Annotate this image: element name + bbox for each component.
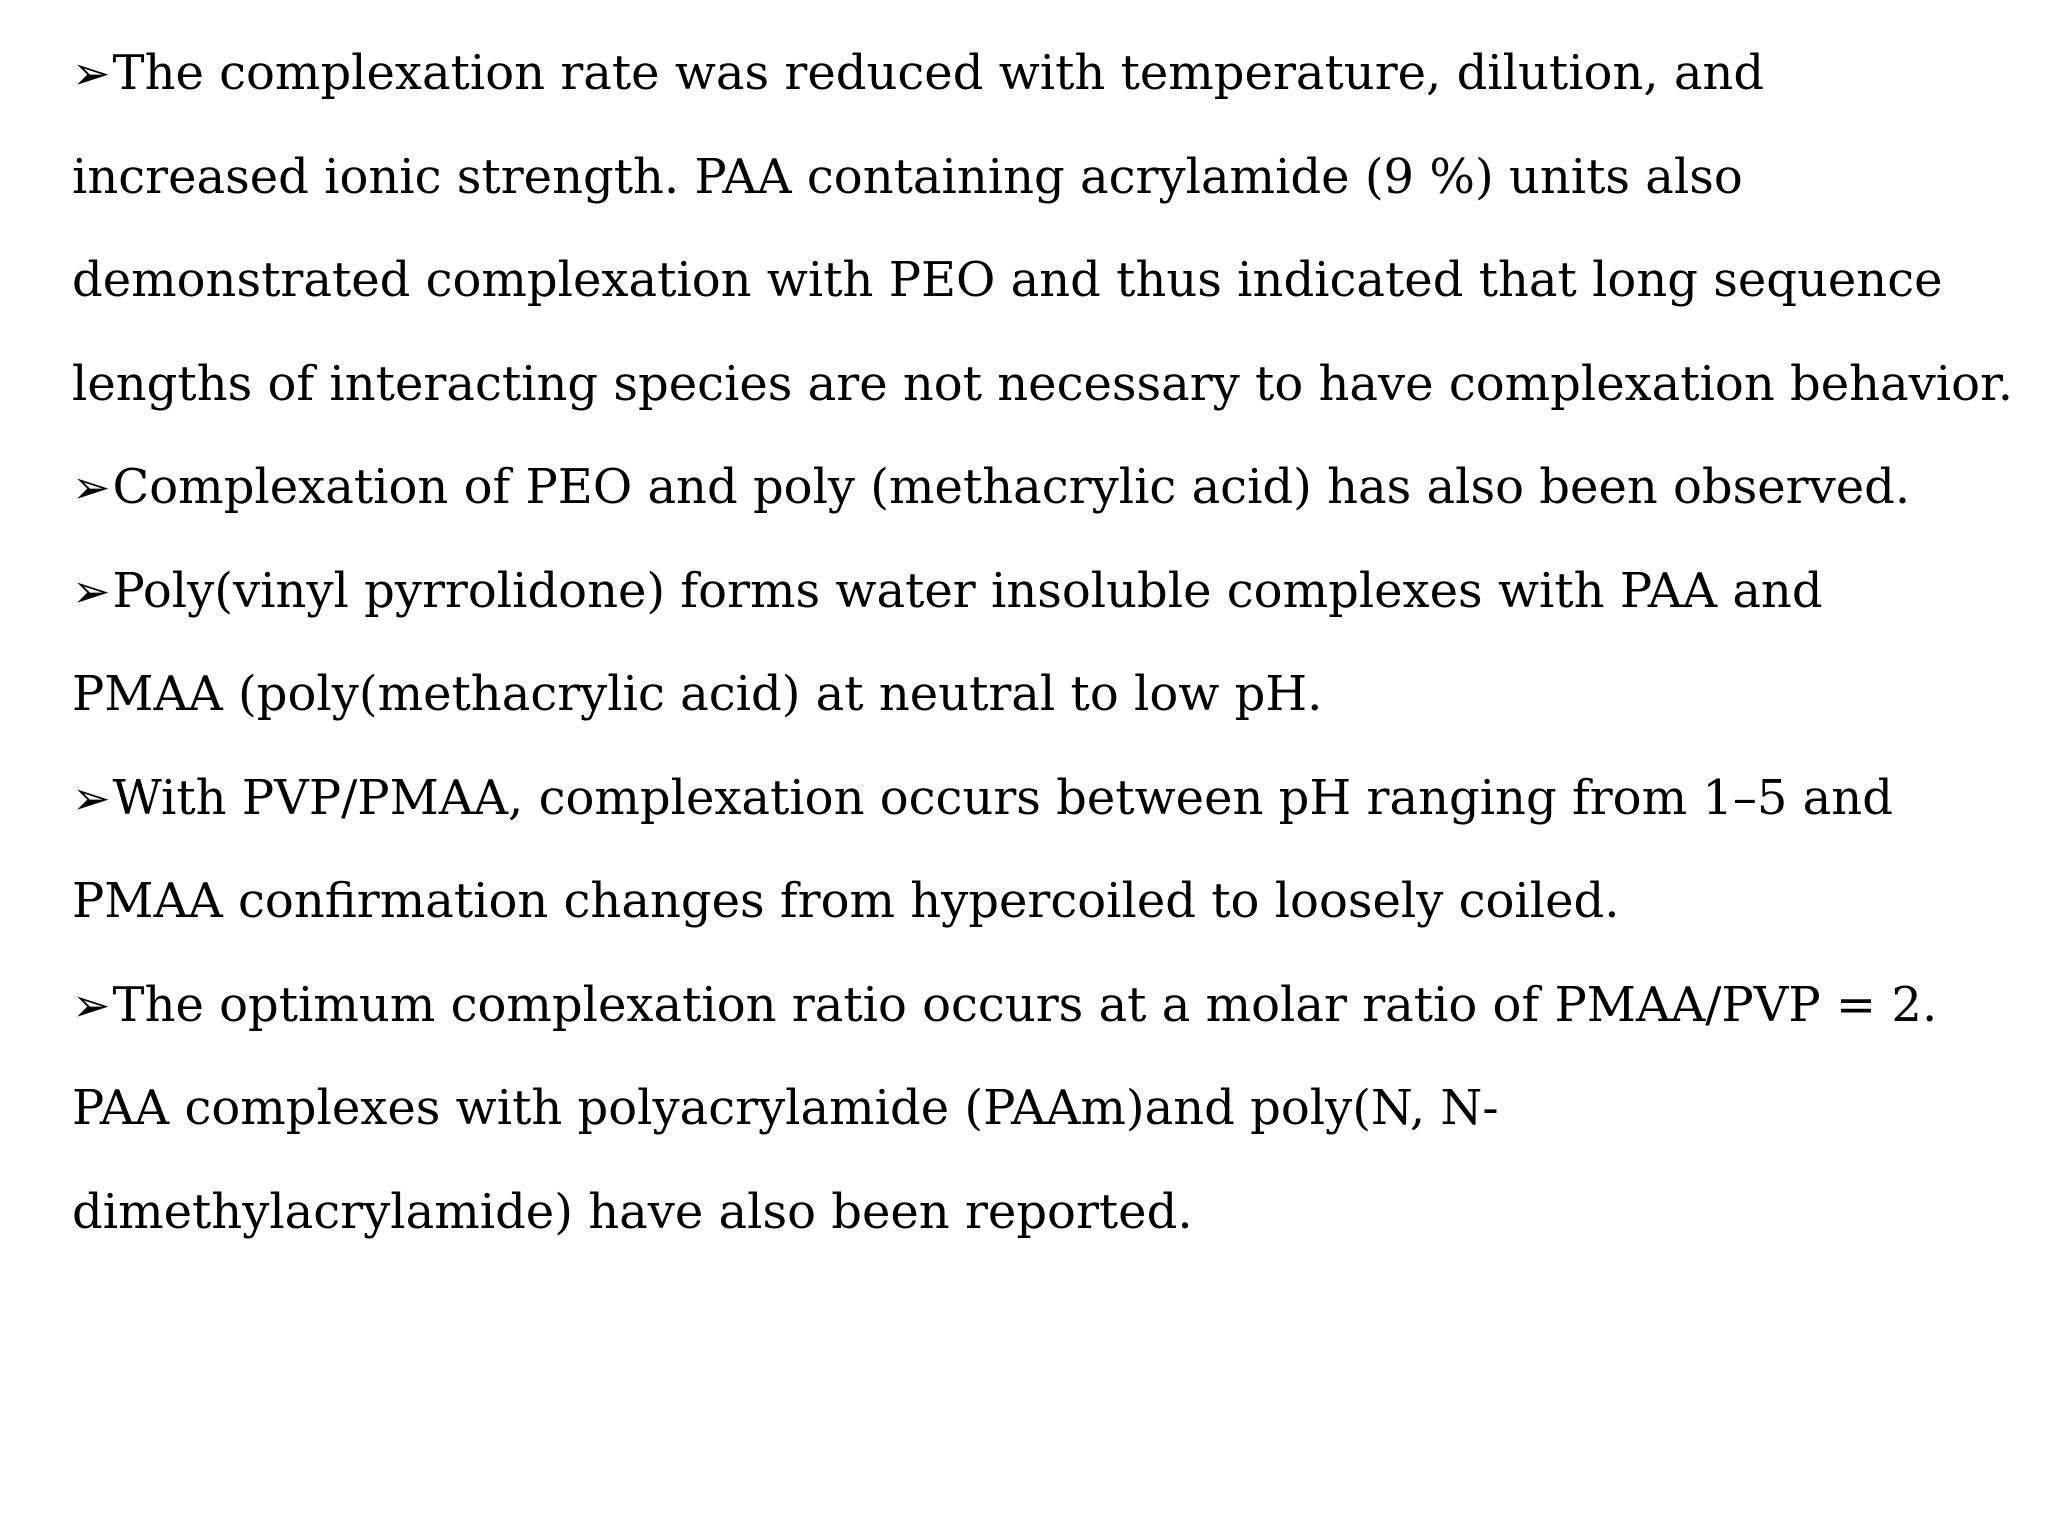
paragraph-1-line-3	[72, 229, 2032, 333]
line-text: dimethylacrylamide) have also been reported.	[72, 1183, 1193, 1240]
paragraph-5-line-3	[72, 1161, 2032, 1265]
body-text	[72, 22, 2032, 1264]
line-text: demonstrated complexation with PEO and thus indicated that long sequence	[72, 252, 1943, 308]
line-text: With PVP/PMAA, complexation occurs between pH ranging from 1–5 and	[112, 769, 1893, 826]
bullet-arrow-icon: ➢	[72, 770, 111, 825]
bullet-arrow-icon: ➢	[72, 977, 111, 1032]
line-text: Complexation of PEO and poly (methacrylic acid) has also been observed.	[112, 459, 1911, 515]
line-text: The complexation rate was reduced with temperature, dilution, and	[112, 45, 1765, 101]
paragraph-2-line-1	[72, 436, 2032, 540]
paragraph-3-line-1	[72, 540, 2032, 644]
line-text: PMAA (poly(methacrylic acid) at neutral to low pH.	[72, 666, 1323, 722]
paragraph-3-line-2	[72, 643, 2032, 747]
paragraph-1-line-2	[72, 126, 2032, 230]
line-text: PAA complexes with polyacrylamide (PAAm)and poly(N, N-	[72, 1080, 1499, 1136]
line-text: increased ionic strength. PAA containing acrylamide (9 %) units also	[72, 148, 1743, 205]
paragraph-5-line-2	[72, 1057, 2032, 1161]
paragraph-5-line-1	[72, 954, 2032, 1058]
line-text: lengths of interacting species are not necessary to have complexation behavior.	[72, 355, 2013, 412]
line-text: Poly(vinyl pyrrolidone) forms water insoluble complexes with PAA and	[112, 562, 1823, 619]
line-text: PMAA confirmation changes from hypercoiled to loosely coiled.	[72, 873, 1620, 929]
line-text: The optimum complexation ratio occurs at a molar ratio of PMAA/PVP = 2.	[112, 976, 1938, 1033]
bullet-arrow-icon: ➢	[72, 460, 111, 514]
bullet-arrow-icon: ➢	[72, 46, 111, 100]
paragraph-4-line-2	[72, 850, 2032, 954]
paragraph-1-line-4	[72, 333, 2032, 437]
paragraph-1-line-1	[72, 22, 2032, 126]
bullet-arrow-icon: ➢	[72, 563, 111, 618]
paragraph-4-line-1	[72, 747, 2032, 851]
